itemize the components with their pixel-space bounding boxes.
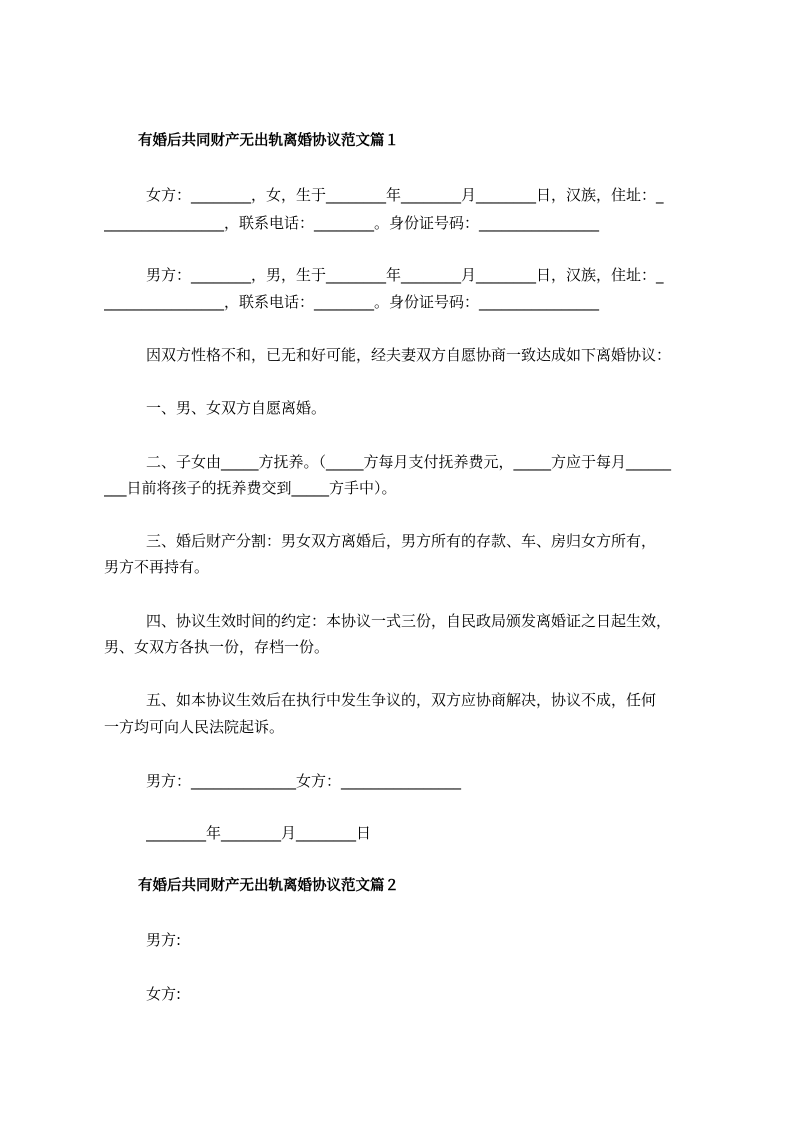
wife-info-line2: ________________，联系电话：________。身份证号码：________________ bbox=[104, 214, 600, 232]
clause-2-line2: ___日前将孩子的抚养费交到_____方手中）。 bbox=[104, 479, 397, 497]
date-line: ________年________月________日 bbox=[146, 824, 372, 842]
clause-3-line2: 男方不再持有。 bbox=[104, 558, 210, 576]
wife-info-line1: 女方：________，女，生于________年________月________日，汉族，住址：_ bbox=[146, 186, 664, 204]
clause-4-line2: 男、女双方各执一份，存档一份。 bbox=[104, 638, 330, 656]
clause-4-line1: 四、协议生效时间的约定：本协议一式三份，自民政局颁发离婚证之日起生效， bbox=[146, 612, 672, 630]
husband-info-line2: ________________，联系电话：________。身份证号码：________________ bbox=[104, 293, 600, 311]
clause-3-line1: 三、婚后财产分割：男女双方离婚后，男方所有的存款、车、房归女方所有， bbox=[146, 532, 657, 550]
clause-2-line1: 二、子女由_____方抚养。（_____方每月支付抚养费元，_____方应于每月______ bbox=[146, 453, 672, 471]
signature-line: 男方：______________女方：________________ bbox=[146, 772, 462, 790]
clause-5-line1: 五、如本协议生效后在执行中发生争议的，双方应协商解决，协议不成，任何 bbox=[146, 691, 657, 709]
section2-husband-label: 男方: bbox=[146, 931, 182, 949]
husband-info-line1: 男方：________，男，生于________年________月________日，汉族，住址：_ bbox=[146, 266, 664, 284]
section2-title: 有婚后共同财产无出轨离婚协议范文篇２ bbox=[138, 878, 399, 894]
section1-title: 有婚后共同财产无出轨离婚协议范文篇１ bbox=[138, 133, 399, 149]
section2-wife-label: 女方: bbox=[146, 985, 182, 1003]
clause-1: 一、男、女双方自愿离婚。 bbox=[146, 399, 327, 417]
clause-5-line2: 一方均可向人民法院起诉。 bbox=[104, 718, 285, 736]
agreement-intro: 因双方性格不和，已无和好可能，经夫妻双方自愿协商一致达成如下离婚协议： bbox=[146, 346, 672, 364]
